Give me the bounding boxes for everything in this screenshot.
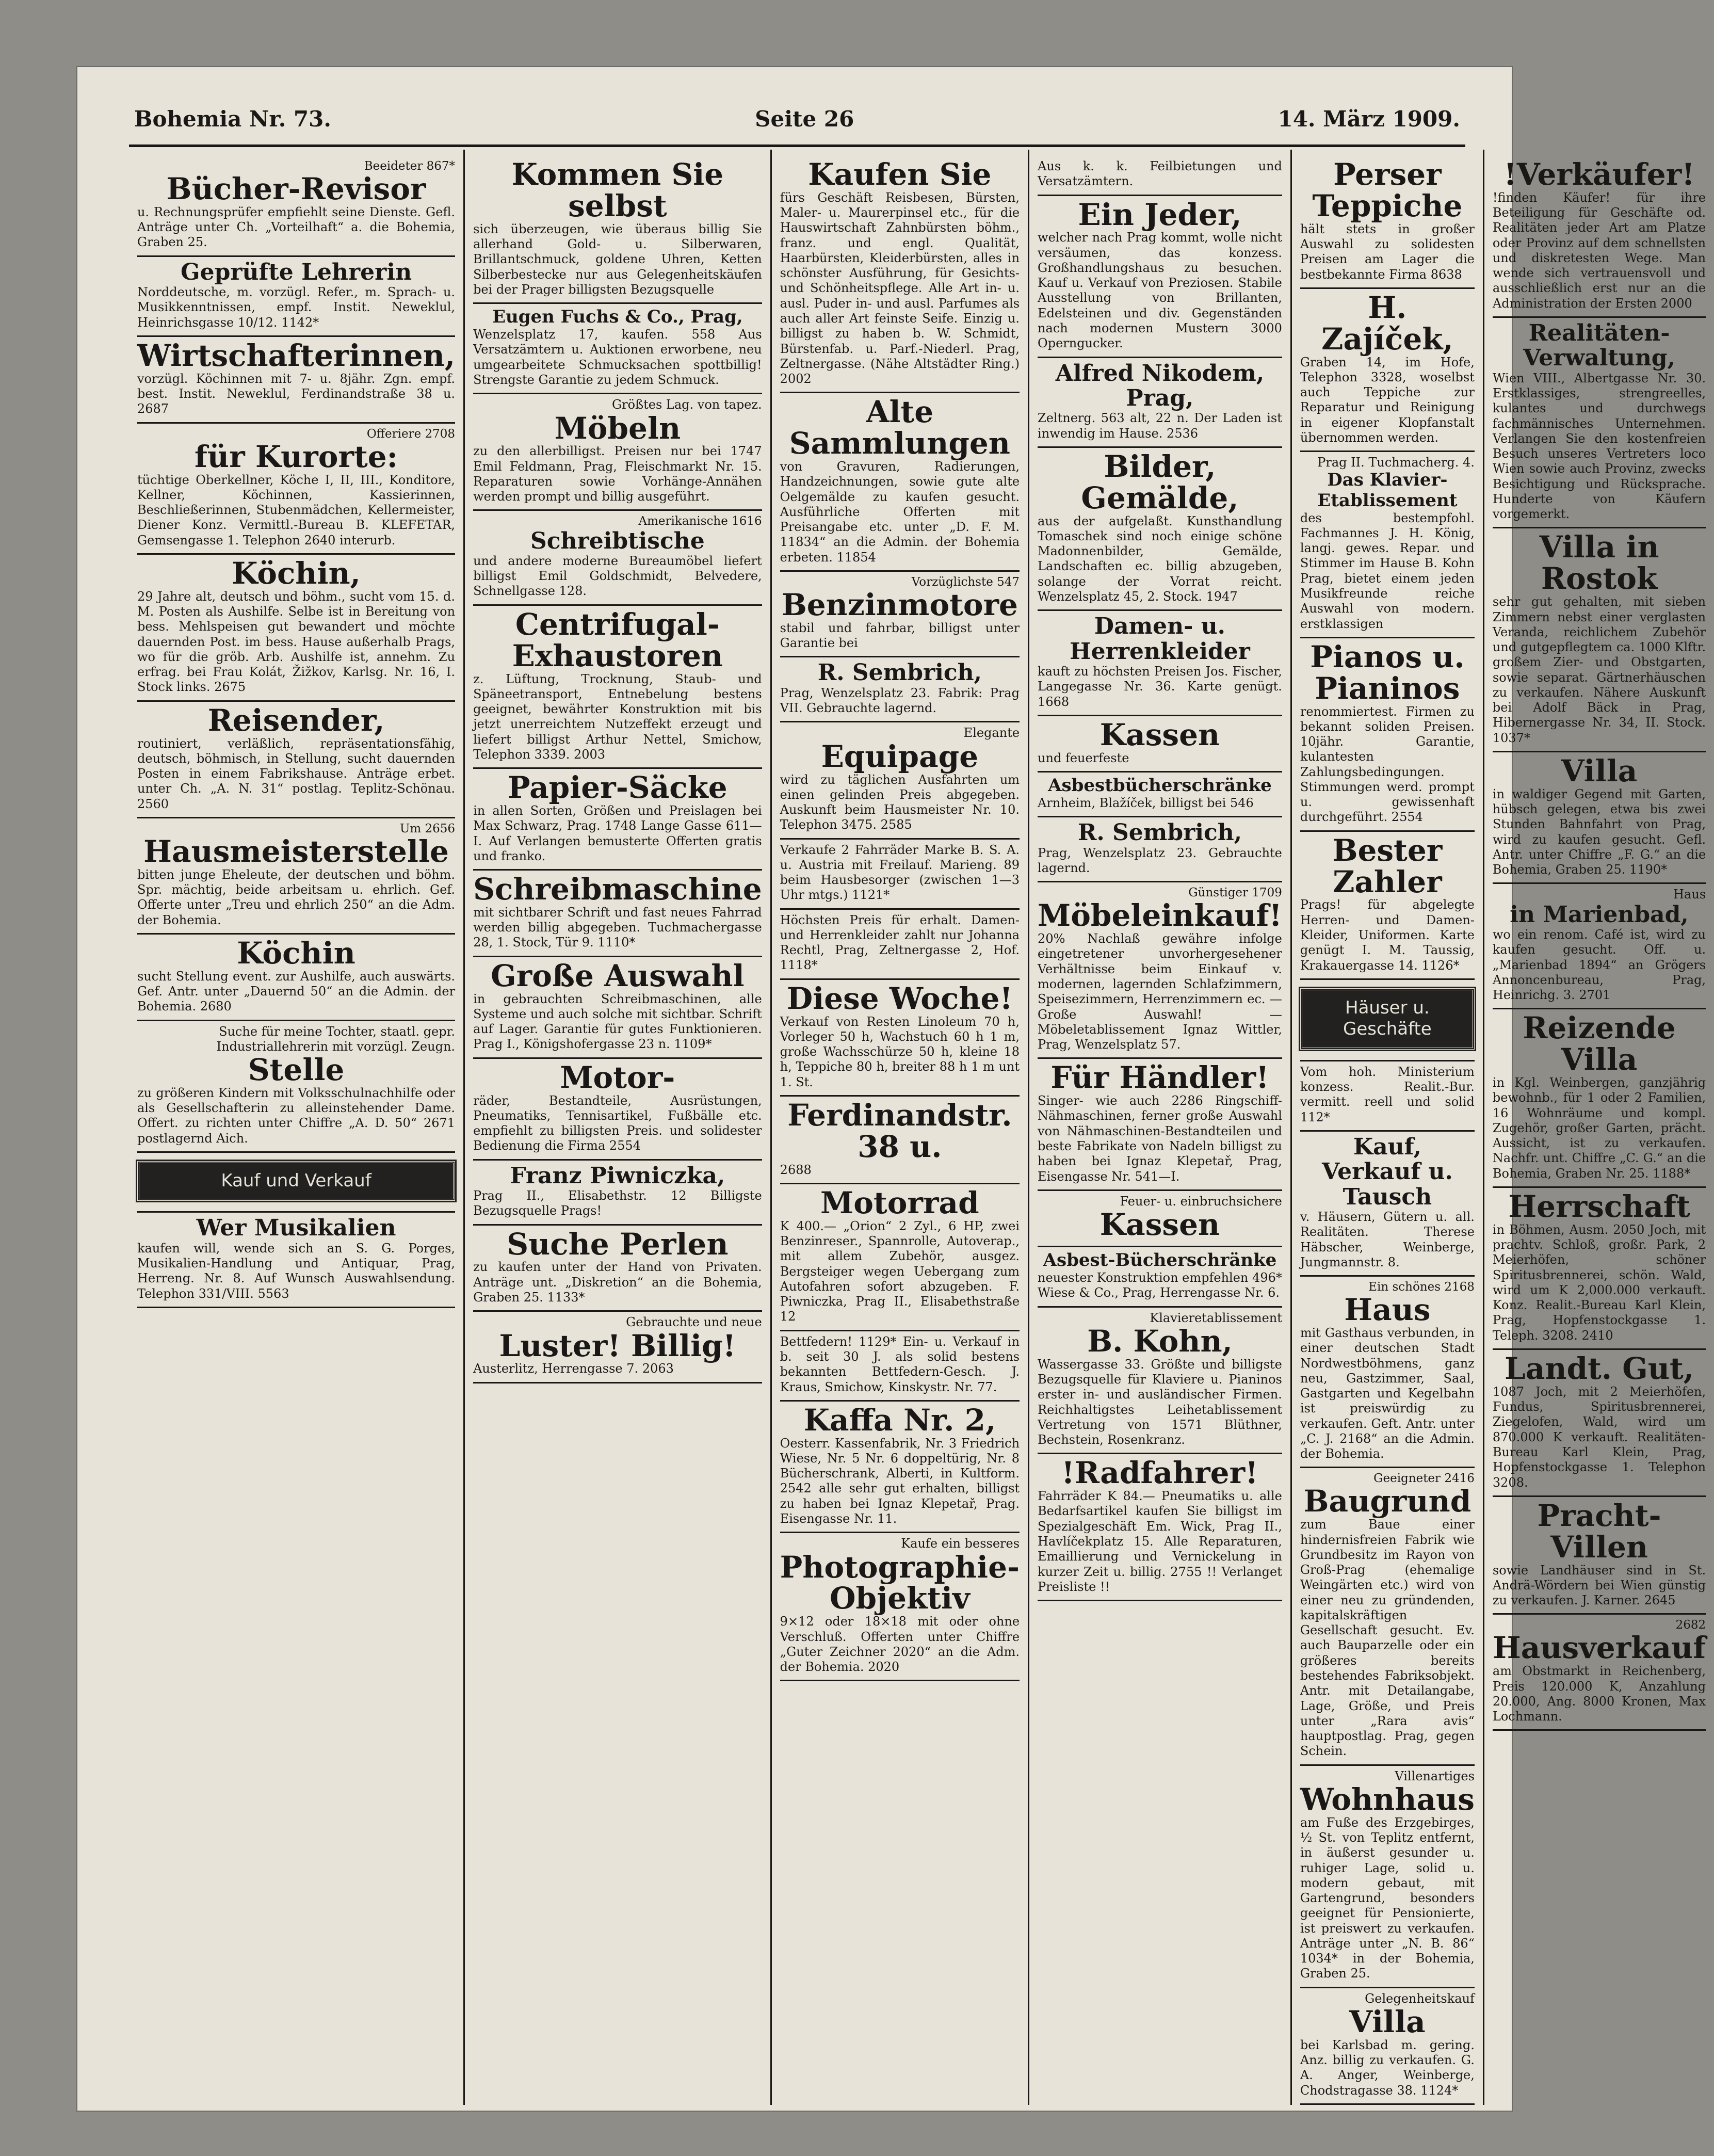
ad-body: zum Baue einer hindernisfreien Fabrik wie Grundbesitz im Rayon von Groß-Prag (ehemalige Weingärten etc.) wird von einer neu zu gründenden, kapitalskräftigen Gesellschaft gesucht. Ev. auch Bauparzelle oder ein größeres bereits bestehendes Fabriksobjekt. Antr. mit Detailangabe, Lage, Größe, und Preis unter „Rara avis“ hauptpostlag. Prag, gegen Schein. (1300, 1517, 1475, 1759)
advertisement (137, 257, 455, 337)
ad-headline: Köchin (237, 935, 355, 971)
advertisement (780, 1184, 1020, 1331)
advertisement (780, 980, 1020, 1097)
ad-headline: Herrschaft (1508, 1189, 1690, 1224)
ad-body: renommiertest. Firmen zu bekannt soliden Preisen. 10jähr. Garantie, kulantesten Zahlungsbedingungen. Stimmungen werd. prompt u. gewissenhaft durchgeführt. 2554 (1300, 704, 1475, 825)
advertisement (1300, 156, 1475, 289)
column-5 (1290, 150, 1483, 2105)
advertisement (1038, 716, 1282, 773)
ad-body: Prag, Wenzelsplatz 23. Gebrauchte lagernd. (1038, 845, 1282, 875)
advertisement (473, 304, 762, 394)
ad-headline: Große Auswahl (491, 958, 745, 993)
advertisement (1493, 884, 1706, 1009)
advertisement (1038, 1454, 1282, 1601)
ad-headline: Papier-Säcke (508, 770, 727, 806)
ad-headline: für Kurorte: (194, 439, 398, 474)
advertisement (473, 394, 762, 511)
ad-headline: Villa (1349, 2004, 1426, 2039)
advertisement (780, 156, 1020, 393)
ad-headline: Centrifugal-Exhaustoren (512, 606, 723, 673)
ad-headline: Benzinmotore (781, 587, 1018, 623)
ad-headline: Das Klavier-Etablissement (1317, 470, 1458, 511)
advertisement (473, 1059, 762, 1161)
ad-body: Wien VIII., Albertgasse Nr. 30. Erstklassiges, strengreelles, kulantes und durchwegs fachmännisches Unternehmen. Verlangen Sie den kostenfreien Besuch unseres Vertreters loco Wien sowie auch Provinz, zwecks Besichtigung und Rücksprache. Hunderte von Käufern vorgemerkt. (1492, 371, 1706, 522)
advertisement (780, 910, 1020, 980)
header-rule (129, 144, 1465, 147)
ad-body: routiniert, verläßlich, repräsentationsfähig, deutsch, böhmisch, in Stellung, sucht dauernden Posten in einem Fabrikshause. Anträge erbet. unter Ch. „A. N. 31“ postlag. Teplitz-Schönau. 2560 (137, 736, 456, 811)
ad-body: Vom hoh. Ministerium konzess. Realit.-Bur. vermitt. reell und solid 112* (1300, 1064, 1475, 1124)
ad-headline: Kauf, Verkauf u. Tausch (1321, 1133, 1453, 1210)
ad-body: welcher nach Prag kommt, wolle nicht versäumen, das konzess. Großhandlungshaus zu besuchen. Kauf u. Verkauf von Preziosen. Stabile Ausstellung von Brillanten, Edelsteinen und div. Gegenständen nach modernen Mustern 3000 Operngucker. (1038, 230, 1282, 351)
advertisement (137, 1021, 455, 1153)
ad-lead: Prag II. Tuchmacherg. 4. (1317, 455, 1475, 470)
advertisement (1493, 318, 1706, 528)
ad-body: räder, Bestandteile, Ausrüstungen, Pneumatiks, Tennisartikel, Fußbälle etc. empfiehlt zu billigsten Preis. und solidester Bedienung die Firma 2554 (473, 1093, 762, 1153)
ad-headline: in Marienbad, (1510, 901, 1689, 928)
advertisement (1300, 638, 1475, 832)
ad-body: bei Karlsbad m. gering. Anz. billig zu verkaufen. G. A. Anger, Weinberge, Chodstragasse 38. 1124* (1300, 2037, 1475, 2098)
ad-headline: Kassen (1099, 1207, 1220, 1243)
ad-lead: Feuer- u. einbruchsichere (1120, 1194, 1282, 1209)
ad-headline: Möbeleinkauf! (1038, 898, 1282, 934)
ad-body: kauft zu höchsten Preisen Jos. Fischer, Langegasse Nr. 36. Karte genügt. 1668 (1038, 664, 1282, 709)
ad-body: Verkauf von Resten Linoleum 70 h, Vorleger 50 h, Wachstuch 60 h 1 m, große Wachsschürze 50 h, kleine 18 h, Teppiche 80 h, breiter 88 h 1 m unt 1. St. (780, 1014, 1020, 1089)
ad-body: wird zu täglichen Ausfahrten um einen gelinden Preis abgegeben. Auskunft beim Hausmeister Nr. 10. Telephon 3475. 2585 (780, 772, 1020, 832)
advertisement (1038, 1191, 1282, 1247)
column-3 (770, 150, 1028, 2105)
ad-body: tüchtige Oberkellner, Köche I, II, III., Konditore, Kellner, Köchinnen, Kassierinnen, Beschließerinnen, Stubenmädchen, Kellermeister, Diener Konz. Vermittl.-Bureau B. KLEFETAR, Gemsengasse 1. Telephon 2640 interurb. (137, 472, 456, 548)
advertisement (1493, 752, 1706, 884)
ad-headline: Motor- (560, 1059, 675, 1095)
ad-body: u. Rechnungsprüfer empfiehlt seine Dienste. Gefl. Anträge unter Ch. „Vorteilhaft“ a. die Bohemia, Graben 25. (137, 204, 456, 250)
ad-body: zu größeren Kindern mit Volksschulnachhilfe oder als Gesellschafterin zu alleinstehender Dame. Offert. zu richten unter Chiffre „A. D. 50“ 2671 postlagernd Aich. (137, 1085, 456, 1146)
ad-lead: Klavieretablissement (1150, 1310, 1282, 1325)
advertisement (1300, 289, 1475, 452)
ad-body: sowie Landhäuser sind in St. Andrä-Wördern bei Wien günstig zu verkaufen. J. Karner. 2645 (1492, 1563, 1706, 1608)
advertisement (473, 871, 762, 957)
advertisement (1300, 832, 1475, 980)
advertisement (780, 657, 1020, 722)
ad-headline: Bester Zahler (1332, 832, 1443, 899)
ad-body: K 400.— „Orion“ 2 Zyl., 6 HP, zwei Benzinreser., Spannrolle, Autoverap., mit allem Zubehör, ausgez. Bergsteiger wegen Uebergang zum Autofahren sofort abzugeben. F. Piwniczka, Prag II., Elisabethstraße 12 (780, 1218, 1020, 1324)
advertisement (1038, 1308, 1282, 1455)
advertisement (137, 702, 455, 818)
ad-lead: Haus (1673, 887, 1706, 902)
ad-headline: Reizende Villa (1523, 1010, 1676, 1077)
ad-body: Bettfedern! 1129* Ein- u. Verkauf in b. seit 30 J. als solid bestens bekannten Bettfedern-Gesch. J. Kraus, Smichow, Kinskystr. Nr. 77. (780, 1334, 1020, 1394)
ad-headline: Möbeln (554, 410, 681, 446)
ad-body: mit Gasthaus verbunden, in einer deutschen Stadt Nordwestböhmens, ganz neu, Gastzimmer, Saal, Gastgarten und Kegelbahn ist preiswürdig zu verkaufen. Geft. Antr. unter „C. J. 2168“ an die Admin. der Bohemia. (1300, 1325, 1475, 1461)
ad-body: Austerlitz, Herrengasse 7. 2063 (473, 1361, 674, 1376)
advertisement (1038, 156, 1282, 196)
masthead-issue: Bohemia Nr. 73. (134, 106, 331, 132)
ad-body: in Böhmen, Ausm. 2050 Joch, mit prachtv. Schloß, großr. Park, 2 Meierhöfen, schöner Spiritusbrennerei, schön. Wald, wird um K 2,000.000 verkauft. Konz. Realit.-Bureau Karl Klein, Prag, Hopfenstockgasse 1. Teleph. 3208. 2410 (1492, 1222, 1706, 1343)
ad-headline: Diese Woche! (786, 980, 1013, 1016)
ad-headline: Equipage (821, 738, 979, 774)
ad-body: 1087 Joch, mit 2 Meierhöfen, Fundus, Spiritusbrennerei, Ziegelofen, Wald, wird um 870.000 K verkauft. Realitäten-Bureau Karl Klein, Prag, Hopfenstockgasse 1. Telephon 3208. (1492, 1384, 1706, 1490)
advertisement (1038, 358, 1282, 448)
advertisement (1300, 1132, 1475, 1277)
issue-date: 14. März 1909. (1278, 106, 1460, 132)
ad-body: Norddeutsche, m. vorzügl. Refer., m. Sprach- u. Musikkenntnissen, empf. Instit. Neweklul, Heinrichsgasse 10/12. 1142* (137, 285, 456, 330)
page-header (134, 88, 1460, 150)
ad-body: 2688 (780, 1162, 812, 1177)
ad-headline: Kassen (1099, 717, 1220, 752)
advertisement (1300, 1061, 1475, 1132)
ad-headline: Pracht-Villen (1537, 1498, 1661, 1565)
ad-number: Beeideter 867* (364, 159, 456, 173)
advertisement (137, 156, 455, 257)
ad-body: 20% Nachlaß gewähre infolge eingetretener unvorhergesehener Verhältnisse beim Einkauf v. modernen, lagernden Schlafzimmern, Speisezimmern, Herrenzimmern ec. — Große Auswahl! — Möbeletablissement Ignaz Wittler, Prag, Wenzelsplatz 57. (1038, 931, 1282, 1052)
ad-headline: Kaufen Sie (808, 157, 992, 192)
ad-headline: Motorrad (820, 1185, 979, 1220)
ad-body: Oesterr. Kassenfabrik, Nr. 3 Friedrich Wiese, Nr. 5 Nr. 6 doppeltürig, Nr. 8 Bücherschrank, Alberti, in Kultform. 2542 alle sehr gut erhalten, billigst zu haben bei Ignaz Klepetař, Prag. Eisengasse Nr. 11. (780, 1436, 1020, 1526)
ad-body: aus der aufgelaßt. Kunsthandlung Tomaschek sind noch einige schöne Madonnenbilder, Gemälde, Landschaften ec. billig abzugeben, solange der Vorrat reicht. Wenzelsplatz 45, 2. Stock. 1947 (1038, 513, 1282, 604)
ad-body: von Gravuren, Radierungen, Handzeichnungen, sowie gute alte Oelgemälde zu kaufen gesucht. Ausführliche Offerten mit Preisangabe etc. unter „D. F. M. 11834“ an die Admin. der Bohemia erbeten. 11854 (780, 459, 1020, 565)
ad-body: v. Häusern, Gütern u. all. Realitäten. Therese Häbscher, Weinberge, Jungmannstr. 8. (1300, 1209, 1475, 1269)
column-4 (1028, 150, 1290, 2105)
ad-body: in allen Sorten, Größen und Preislagen bei Max Schwarz, Prag. 1748 Lange Gasse 611—I. Auf Verlangen bemusterte Offerten gratis und franko. (473, 803, 762, 863)
advertisement (1038, 882, 1282, 1059)
ad-body: Höchsten Preis für erhalt. Damen- und Herrenkleider zahlt nur Johanna Rechtl, Prag, Zeltnergasse 2, Hof. 1118* (780, 912, 1020, 973)
section-heading: Kauf und Verkauf (137, 1161, 455, 1201)
ad-body: und andere moderne Bureaumöbel liefert billigst Emil Goldschmidt, Belvedere, Schnellgasse 128. (473, 553, 762, 599)
advertisement (473, 1226, 762, 1312)
ad-body: stabil und fahrbar, billigst unter Garantie bei (780, 620, 1020, 651)
advertisement (780, 1331, 1020, 1402)
ad-headline: Wer Musikalien (196, 1215, 396, 1242)
ad-body: zu den allerbilligst. Preisen nur bei 1747 Emil Feldmann, Prag, Fleischmarkt Nr. 15. Reparaturen sowie Vorhänge-Annähen werden prompt und billig ausgeführt. (473, 444, 762, 504)
advertisement (780, 1533, 1020, 1681)
ad-headline: Stelle (248, 1052, 345, 1088)
ad-body: 9×12 oder 18×18 mit oder ohne Verschluß. Offerten unter Chiffre „Guter Zeichner 2020“ an die Adm. der Bohemia. 2020 (780, 1614, 1020, 1675)
ad-body: sich überzeugen, wie überaus billig Sie allerhand Gold- u. Silberwaren, Brillantschmuck, goldene Uhren, Ketten Silberbestecke nur aus Gelegenheitskäufen bei der Prager billigsten Bezugsquelle (473, 221, 762, 297)
ad-body: Arnheim, Blažíček, billigst bei 546 (1038, 796, 1254, 811)
ad-body: in gebrauchten Schreibmaschinen, alle Systeme und auch solche mit sichtbar. Schrift auf Lager. Garantie für gutes Funktionieren. Prag I., Königshofergasse 23 n. 1109* (473, 991, 762, 1052)
advertisement (1493, 156, 1706, 318)
ad-body: des bestempfohl. Fachmannes J. H. König, langj. gewes. Repar. und Stimmer im Hause B. Kohn Prag, bietet einem jeden Musikfreunde reiche Auswahl von modern. erstklassigen (1300, 510, 1475, 631)
advertisement (1300, 1766, 1475, 1988)
ad-lead: Kaufe ein besseres (901, 1536, 1020, 1551)
ad-headline: Schreibtische (530, 527, 705, 554)
advertisement (137, 424, 455, 555)
ad-body: Prag II., Elisabethstr. 12 Billigste Bezugsquelle Prags! (473, 1188, 762, 1218)
ad-headline: !Radfahrer! (1061, 1455, 1258, 1491)
advertisement (1300, 452, 1475, 638)
ad-body: Zeltnerg. 563 alt, 22 n. Der Laden ist inwendig im Hause. 2536 (1038, 411, 1282, 441)
ad-headline: R. Sembrich, (1077, 819, 1242, 846)
ad-body: Prags! für abgelegte Herren- und Damen-Kleider, Uniformen. Karte genügt I. M. Taussig, Krakauergasse 14. 1126* (1300, 897, 1475, 973)
ad-number: Günstiger 1709 (1188, 886, 1282, 900)
advertisement (137, 935, 455, 1021)
ad-headline: B. Kohn, (1087, 1323, 1233, 1359)
ad-body: neuester Konstruktion empfehlen 496* Wiese & Co., Prag, Herrengasse Nr. 6. (1038, 1270, 1282, 1300)
ad-number: 2682 (1675, 1618, 1706, 1632)
ad-body: Verkaufe 2 Fahrräder Marke B. S. A. u. Austria mit Freilauf. Marieng. 89 beim Hausbesorger (zwischen 1—3 Uhr mtgs.) 1121* (780, 842, 1020, 903)
ad-headline: R. Sembrich, (817, 659, 982, 686)
ad-columns (129, 150, 1706, 2098)
ad-headline: Wirtschafterinnen, (137, 337, 456, 373)
ad-number: Vorzüglichste 547 (911, 575, 1020, 589)
ad-body: fürs Geschäft Reisbesen, Bürsten, Maler- u. Maurerpinsel etc., für die Hauswirtschaft Zahnbürsten böhm., franz. und engl. Qualität, Haarbürsten, Kleiderbürsten, alles in schönster Ausführung, für Gesichts- und Schönheitspflege. Alle Art in- u. ausl. Puder in- und ausl. Parfumes als auch aller Art feinste Seife. Einzig u. billigst zu haben b. W. Schmidt, Bürstenfab. u. Parf.-Niederl. Prag, Zeltnergasse. (Nähe Altstädter Ring.) 2002 (780, 190, 1020, 387)
ad-headline: Landt. Gut, (1505, 1351, 1694, 1387)
ad-headline: Alfred Nikodem, Prag, (1055, 360, 1265, 411)
ad-number: Ein schönes 2168 (1368, 1280, 1475, 1294)
advertisement (780, 393, 1020, 572)
advertisement (473, 1161, 762, 1226)
ad-body: Graben 14, im Hofe, Telephon 3328, woselbst auch Teppiche zur Reparatur und Reinigung in eigener Klopfanstalt übernommen werden. (1300, 355, 1475, 445)
ad-headline: Perser Teppiche (1312, 157, 1463, 223)
advertisement (473, 511, 762, 605)
advertisement (137, 555, 455, 702)
ad-body: bitten junge Eheleute, der deutschen und böhm. Spr. mächtig, beide arbeitsam u. ehrlich. Gef. Offerte unter „Treu und ehrlich 250“ an die Adm. der Bohemia. (137, 867, 456, 927)
advertisement (780, 722, 1020, 839)
ad-headline: Villa in Rostok (1539, 529, 1659, 597)
ad-body: sehr gut gehalten, mit sieben Zimmern nebst einer verglasten Veranda, reichlichem Zubehör und gutgepflegtem ca. 1000 Klftr. großem Zier- und Obstgarten, sowie separat. Gärtnerhäuschen zu verkaufen. Nähere Auskunft bei Adolf Bäck in Prag, Hibernergasse Nr. 34, II. Stock. 1037* (1492, 594, 1706, 745)
advertisement (473, 156, 762, 304)
ad-lead: Villenartiges (1395, 1768, 1475, 1783)
advertisement (1493, 528, 1706, 752)
ad-headline: Für Händler! (1050, 1060, 1269, 1096)
advertisement (1038, 611, 1282, 716)
ad-headline: Asbestbücherschränke (1048, 775, 1272, 796)
ad-body: Prag, Wenzelsplatz 23. Fabrik: Prag VII. Gebrauchte lagernd. (780, 685, 1020, 716)
advertisement (1493, 1350, 1706, 1497)
ad-body: z. Lüftung, Trocknung, Staub- und Späneetransport, Entnebelung bestens geeignet, bewährter Konstruktion mit bis jetzt unerreichtem Nutzeffekt erzeugt und liefert billigst Arthur Nettel, Smichow, Telephon 3339. 2003 (473, 671, 762, 762)
ad-headline: Hausmeisterstelle (143, 833, 449, 869)
ad-body: in Kgl. Weinbergen, ganzjährig bewohnb., für 1 oder 2 Familien, 16 Wohnräume und kompl. Zugehör, großer Garten, prächt. Aussicht, ist zu verkaufen. Nachfr. unt. Chiffre „C. G.“ an die Bohemia, Graben Nr. 25. 1188* (1492, 1075, 1706, 1181)
ad-headline: Baugrund (1303, 1484, 1472, 1519)
ad-headline: Schreibmaschine (473, 872, 762, 907)
ad-headline: Damen- u. Herrenkleider (1070, 613, 1250, 665)
ad-body: in waldiger Gegend mit Garten, hübsch gelegen, etwa bis zwei Stunden Bahnfahrt von Prag, wird zu kaufen gesucht. Gefl. Antr. unter Chiffre „F. G.“ an die Bohemia, Graben 25. 1190* (1492, 786, 1706, 877)
ad-headline: Suche Perlen (507, 1226, 729, 1262)
ad-body: kaufen will, wende sich an S. G. Porges, Musikalien-Handlung und Antiquar, Prag, Herreng. Nr. 8. Auf Wunsch Auswahlsendung. Telephon 331/VIII. 5563 (137, 1241, 456, 1301)
ad-number: Geeigneter 2416 (1373, 1472, 1475, 1486)
ad-lead: Gelegenheitskauf (1365, 1991, 1475, 2006)
ad-headline: Luster! Billig! (499, 1328, 736, 1363)
ad-lead: Größtes Lag. von tapez. (612, 397, 762, 412)
advertisement (1300, 1468, 1475, 1765)
ad-lead: Suche für meine Tochter, staatl. gepr. Industriallehrerin mit vorzügl. Zeugn. (216, 1024, 456, 1054)
advertisement (780, 1097, 1020, 1184)
ad-lead: Gebrauchte und neue (626, 1315, 762, 1330)
ad-headline: Asbest-Bücherschränke (1043, 1249, 1277, 1270)
advertisement (137, 1153, 455, 1213)
advertisement (1038, 1059, 1282, 1190)
ad-headline: Haus (1344, 1292, 1431, 1328)
advertisement (1493, 1497, 1706, 1615)
advertisement (137, 1213, 455, 1308)
ad-lead: Elegante (963, 726, 1020, 741)
newspaper-page (77, 67, 1706, 2111)
ad-number: Amerikanische 1616 (638, 514, 762, 528)
advertisement (1493, 1188, 1706, 1350)
ad-headline: H. Zajíček, (1321, 289, 1453, 357)
ad-body: sucht Stellung event. zur Aushilfe, auch auswärts. Gef. Antr. unter „Dauernd 50“ an die Admin. der Bohemia. 2680 (137, 969, 456, 1014)
column-2 (463, 150, 770, 2105)
advertisement (1493, 1009, 1706, 1188)
section-heading: Häuser u. Geschäfte (1300, 988, 1475, 1050)
ad-body: vorzügl. Köchinnen mit 7- u. 8jähr. Zgn. empf. best. Instit. Neweklul, Ferdinandstraße 38 u. 2687 (137, 371, 456, 416)
advertisement (780, 572, 1020, 657)
ad-headline: Alte Sammlungen (789, 394, 1010, 461)
advertisement (473, 957, 762, 1059)
ad-body: Aus k. k. Feilbietungen und Versatzämtern. (1038, 159, 1282, 189)
ad-body: am Fuße des Erzgebirges, ½ St. von Teplitz entfernt, in äußerst gesunder u. ruhiger Lage, solid u. modern gebaut, mit Gartengrund, besonders geeignet für Pensionierte, ist preiswert zu verkaufen. Anträge unter „N. B. 86“ 1034* in der Bohemia, Graben 25. (1300, 1815, 1475, 1981)
ad-headline: Realitäten-Verwaltung, (1523, 320, 1675, 372)
ad-number: Um 2656 (400, 822, 456, 835)
ad-body: mit sichtbarer Schrift und fast neues Fahrrad werden billig abgegeben. Tuchmachergasse 28, 1. Stock, Tür 9. 1110* (473, 905, 762, 950)
ad-headline: Kaffa Nr. 2, (803, 1402, 996, 1438)
ad-headline: Geprüfte Lehrerin (181, 259, 412, 285)
ad-body: !finden Käufer! für ihre Beteiligung für Geschäfte od. Realitäten jeder Art am Platze oder Provinz auf dem schnellsten und diskretesten Wege. Man wende sich vertrauensvoll und ausschließlich erst nur an die Administration der Ersten 2000 (1492, 190, 1706, 311)
advertisement (473, 606, 762, 769)
ad-headline: Villa (1561, 753, 1638, 789)
ad-body: Wenzelsplatz 17, kaufen. 558 Aus Versatzämtern u. Auktionen erworbene, neu umgearbeitete Schmucksachen spottbillig! Strengste Garantie zu jedem Schmuck. (473, 327, 762, 387)
advertisement (1038, 817, 1282, 882)
advertisement (1300, 980, 1475, 1061)
ad-headline: Hausverkauf (1492, 1630, 1706, 1666)
ad-headline: Franz Piwniczka, (510, 1162, 725, 1189)
advertisement (1038, 773, 1282, 817)
advertisement (1300, 1988, 1475, 2105)
ad-body: hält stets in großer Auswahl zu solidesten Preisen am Lager die bestbekannte Firma 8638 (1300, 221, 1475, 282)
ad-headline: Wohnhaus (1300, 1781, 1475, 1817)
page-number: Seite 26 (755, 106, 854, 132)
advertisement (473, 1312, 762, 1383)
advertisement (1038, 196, 1282, 358)
advertisement (473, 769, 762, 871)
advertisement (137, 818, 455, 935)
ad-headline: Köchin, (232, 555, 361, 591)
ad-headline: Ferdinandstr. 38 u. (787, 1097, 1012, 1164)
advertisement (1300, 1277, 1475, 1468)
ad-body: Fahrräder K 84.— Pneumatiks u. alle Bedarfsartikel kaufen Sie billigst im Spezialgeschäft Em. Wick, Prag II., Havlíčekplatz 15. Alle Reparaturen, Emaillierung und Vernickelung in kurzer Zeit u. billig. 2755 !! Verlanget Preisliste !! (1038, 1489, 1282, 1594)
ad-body: Wassergasse 33. Größte und billigste Bezugsquelle für Klaviere u. Pianinos erster in- und ausländischer Firmen. Reichhaltigstes Leihetablissement Vertretung von 1571 Blüthner, Bechstein, Rosenkranz. (1038, 1357, 1282, 1447)
ad-headline: Bücher-Revisor (166, 171, 426, 207)
ad-body: zu kaufen unter der Hand von Privaten. Anträge unt. „Diskretion“ an die Bohemia, Graben 25. 1133* (473, 1260, 762, 1305)
advertisement (780, 1402, 1020, 1533)
ad-body: wo ein renom. Café ist, wird zu kaufen gesucht. Off. u. „Marienbad 1894“ an Grögers Annoncenbureau, Prag, Heinrichg. 3. 2701 (1492, 927, 1706, 1003)
ad-headline: Photographie-Objektiv (780, 1549, 1020, 1616)
advertisement (1493, 1615, 1706, 1731)
advertisement (1038, 448, 1282, 611)
ad-number: Offeriere 2708 (366, 427, 456, 441)
ad-headline: Bilder, Gemälde, (1081, 448, 1239, 516)
ad-body: und feuerfeste (1038, 750, 1129, 765)
ad-headline: Eugen Fuchs & Co., Prag, (492, 307, 743, 328)
ad-headline: Kommen Sie selbst (511, 157, 724, 223)
advertisement (1038, 1247, 1282, 1308)
ad-body: 29 Jahre alt, deutsch und böhm., sucht vom 15. d. M. Posten als Aushilfe. Selbe ist in Bereitung von bess. Mehlspeisen gut bewandert und möchte dauernden Post. im bess. Hause außerhalb Prags, wo für die gröb. Arb. Aushilfe ist, annehm. Zu erfrag. bei Frau Kolát, Žižkov, Karlsg. Nr. 16, I. Stock links. 2675 (137, 589, 456, 695)
ad-headline: Pianos u. Pianinos (1310, 639, 1465, 706)
advertisement (137, 337, 455, 424)
advertisement (780, 840, 1020, 910)
column-1 (129, 150, 463, 2105)
column-6 (1483, 150, 1714, 2105)
ad-body: Singer- wie auch 2286 Ringschiff-Nähmaschinen, ferner große Auswahl von Nähmaschinen-Bestandteilen und beste Fabrikate von Nadeln billigst zu haben bei Ignaz Klepetař, Prag, Eisengasse Nr. 541—I. (1038, 1093, 1282, 1184)
ad-body: am Obstmarkt in Reichenberg, Preis 120.000 K, Anzahlung 20.000, Ang. 8000 Kronen, Max Lochmann. (1492, 1664, 1706, 1724)
ad-headline: Ein Jeder, (1078, 197, 1242, 232)
ad-headline: !Verkäufer! (1503, 157, 1695, 192)
ad-headline: Reisender, (207, 702, 385, 738)
